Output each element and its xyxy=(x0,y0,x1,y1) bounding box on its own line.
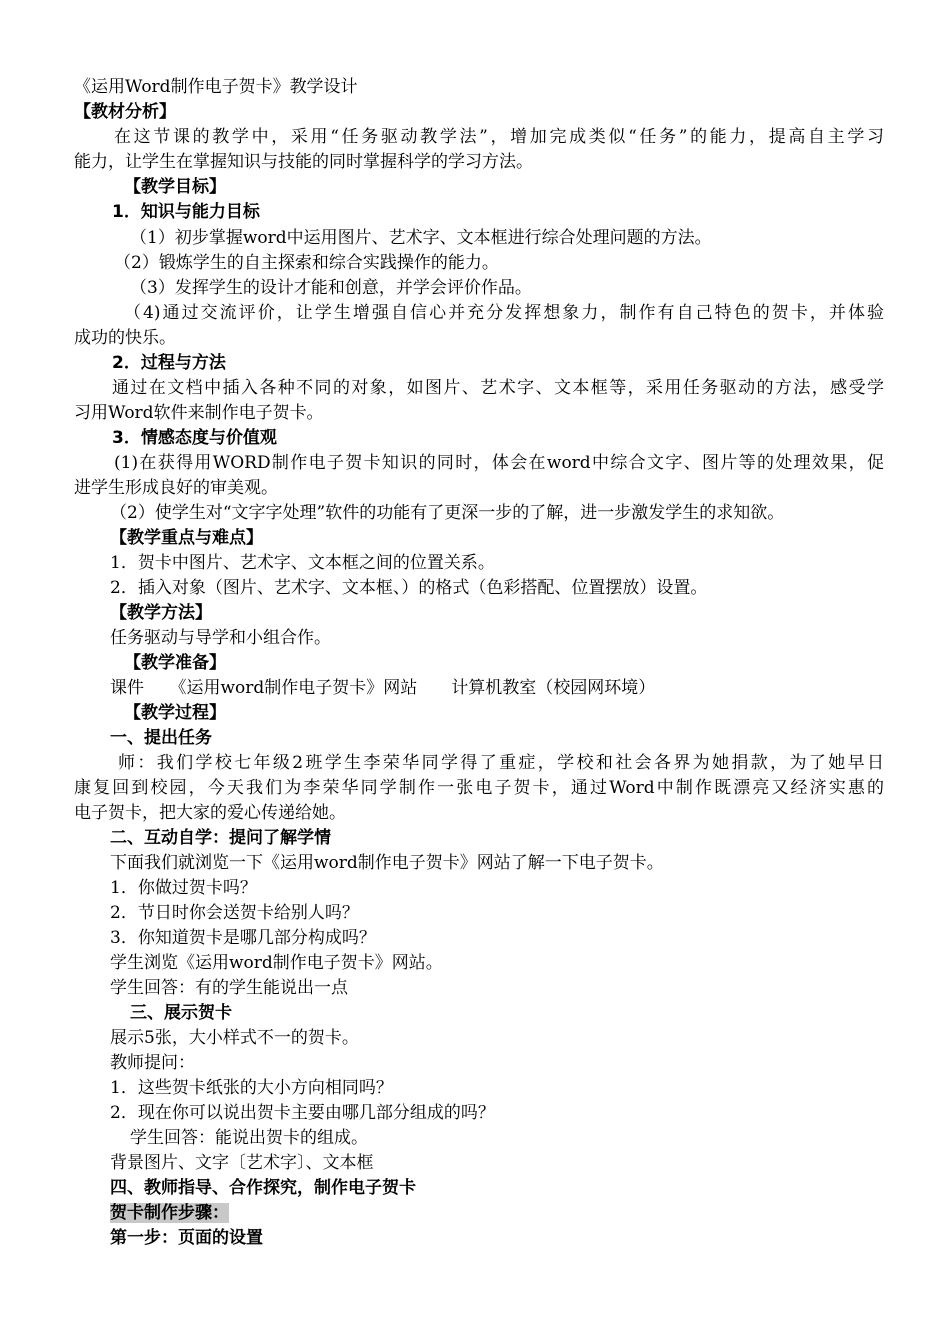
heading-zhongdian: 【教学重点与难点】 xyxy=(110,528,263,548)
step1-heading: 一、提出任务 xyxy=(110,728,212,748)
zhunbei-text: 课件 《运用word制作电子贺卡》网站 计算机教室（校园网环境） xyxy=(110,678,656,698)
zhongdian-item1: 1．贺卡中图片、艺术字、文本框之间的位置关系。 xyxy=(110,553,495,573)
document-title: 《运用Word制作电子贺卡》教学设计 xyxy=(74,77,358,97)
mubiao-2-heading: 2．过程与方法 xyxy=(112,353,226,373)
step2-browse: 学生浏览《运用word制作电子贺卡》网站。 xyxy=(110,953,443,973)
step3-question2: 2．现在你可以说出贺卡主要由哪几部分组成的吗？ xyxy=(110,1103,495,1123)
step3-ask: 教师提问： xyxy=(110,1053,195,1073)
step4-first: 第一步：页面的设置 xyxy=(110,1228,263,1248)
heading-jiaocai: 【教材分析】 xyxy=(74,102,176,122)
step2-intro: 下面我们就浏览一下《运用word制作电子贺卡》网站了解一下电子贺卡。 xyxy=(110,853,664,873)
step2-answer: 学生回答：有的学生能说出一点 xyxy=(110,978,348,998)
jiaocai-paragraph-line1: 在这节课的教学中，采用“任务驱动教学法”，增加完成类似“任务”的能力，提高自主学习 xyxy=(114,127,884,147)
step1-line2: 康复回到校园，今天我们为李荣华同学制作一张电子贺卡，通过Word中制作既漂亮又经济实惠的 xyxy=(74,778,884,798)
mubiao-3-heading: 3．情感态度与价值观 xyxy=(112,428,277,448)
zhongdian-item2: 2．插入对象（图片、艺术字、文本框、）的格式（色彩搭配、位置摆放）设置。 xyxy=(110,578,708,598)
step4-steps-line xyxy=(110,1201,229,1226)
mubiao-3-item1-line2: 进学生形成良好的审美观。 xyxy=(74,478,278,498)
step2-heading: 二、互动自学：提问了解学情 xyxy=(110,828,331,848)
step2-question3: 3．你知道贺卡是哪几部分构成吗？ xyxy=(110,928,376,948)
step3-parts: 背景图片、文字〔艺术字〕、文本框 xyxy=(110,1153,374,1173)
mubiao-1-heading: 1．知识与能力目标 xyxy=(112,202,260,222)
step4-heading: 四、教师指导、合作探究，制作电子贺卡 xyxy=(110,1178,416,1198)
mubiao-1-item1: （1）初步掌握word中运用图片、艺术字、文本框进行综合处理问题的方法。 xyxy=(130,228,712,248)
step1-line3: 电子贺卡，把大家的爱心传递给她。 xyxy=(74,803,346,823)
step1-line1: 师：我们学校七年级2班学生李荣华同学得了重症，学校和社会各界为她捐款，为了她早日 xyxy=(118,753,884,773)
step3-show: 展示5张，大小样式不一的贺卡。 xyxy=(110,1028,359,1048)
step2-question1: 1．你做过贺卡吗？ xyxy=(110,878,257,898)
mubiao-2-line1: 通过在文档中插入各种不同的对象，如图片、艺术字、文本框等，采用任务驱动的方法，感受学 xyxy=(112,378,884,398)
mubiao-1-item2: （2）锻炼学生的自主探索和综合实践操作的能力。 xyxy=(114,253,499,273)
mubiao-1-item3: （3）发挥学生的设计才能和创意，并学会评价作品。 xyxy=(130,278,532,298)
mubiao-1-item4-line1: （4)通过交流评价，让学生增强自信心并充分发挥想象力，制作有自己特色的贺卡，并体验 xyxy=(124,303,884,323)
heading-guocheng: 【教学过程】 xyxy=(124,703,226,723)
step3-answer: 学生回答：能说出贺卡的组成。 xyxy=(130,1128,368,1148)
step4-steps-highlight: 贺卡制作步骤： xyxy=(110,1203,229,1223)
mubiao-1-item4-line2: 成功的快乐。 xyxy=(74,328,176,348)
heading-zhunbei: 【教学准备】 xyxy=(124,653,226,673)
fangfa-text: 任务驱动与导学和小组合作。 xyxy=(110,628,331,648)
step2-question2: 2．节日时你会送贺卡给别人吗？ xyxy=(110,903,359,923)
jiaocai-paragraph-line2: 能力，让学生在掌握知识与技能的同时掌握科学的学习方法。 xyxy=(74,152,533,172)
mubiao-3-item2: （2）使学生对“文字字处理”软件的功能有了更深一步的了解，进一步激发学生的求知欲。 xyxy=(110,503,785,523)
mubiao-3-item1-line1: (1)在获得用WORD制作电子贺卡知识的同时，体会在word中综合文字、图片等的处理效果，促 xyxy=(114,453,884,473)
heading-mubiao: 【教学目标】 xyxy=(124,177,226,197)
step3-question1: 1．这些贺卡纸张的大小方向相同吗？ xyxy=(110,1078,393,1098)
mubiao-2-line2: 习用Word软件来制作电子贺卡。 xyxy=(74,403,324,423)
step3-heading: 三、展示贺卡 xyxy=(130,1003,232,1023)
heading-fangfa: 【教学方法】 xyxy=(110,603,212,623)
